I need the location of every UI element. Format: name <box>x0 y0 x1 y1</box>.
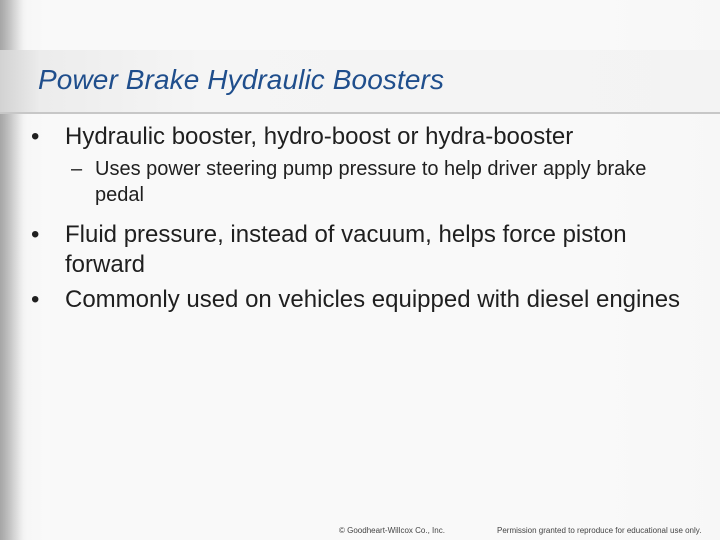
sub-bullet-item <box>30 156 690 208</box>
bullet-marker: • <box>31 221 40 248</box>
bullet-text: Hydraulic booster, hydro-boost or hydra-booster <box>65 123 574 150</box>
bullet-marker: • <box>31 286 40 313</box>
footer-copyright: © Goodheart-Willcox Co., Inc. <box>339 526 445 535</box>
slide-body <box>30 122 690 315</box>
bullet-item <box>30 220 690 280</box>
slide-title: Power Brake Hydraulic Boosters <box>38 64 445 95</box>
footer-permission: Permission granted to reproduce for educational use only. <box>497 526 702 535</box>
sub-bullet-marker: – <box>71 158 83 180</box>
sub-bullet-text: Uses power steering pump pressure to help driver apply brake pedal <box>95 158 647 206</box>
bullet-item <box>30 122 690 152</box>
bullet-item <box>30 285 690 315</box>
bullet-text: Commonly used on vehicles equipped with diesel engines <box>65 286 681 313</box>
bullet-text: Fluid pressure, instead of vacuum, helps force piston forward <box>65 221 627 278</box>
bullet-marker: • <box>31 123 40 150</box>
